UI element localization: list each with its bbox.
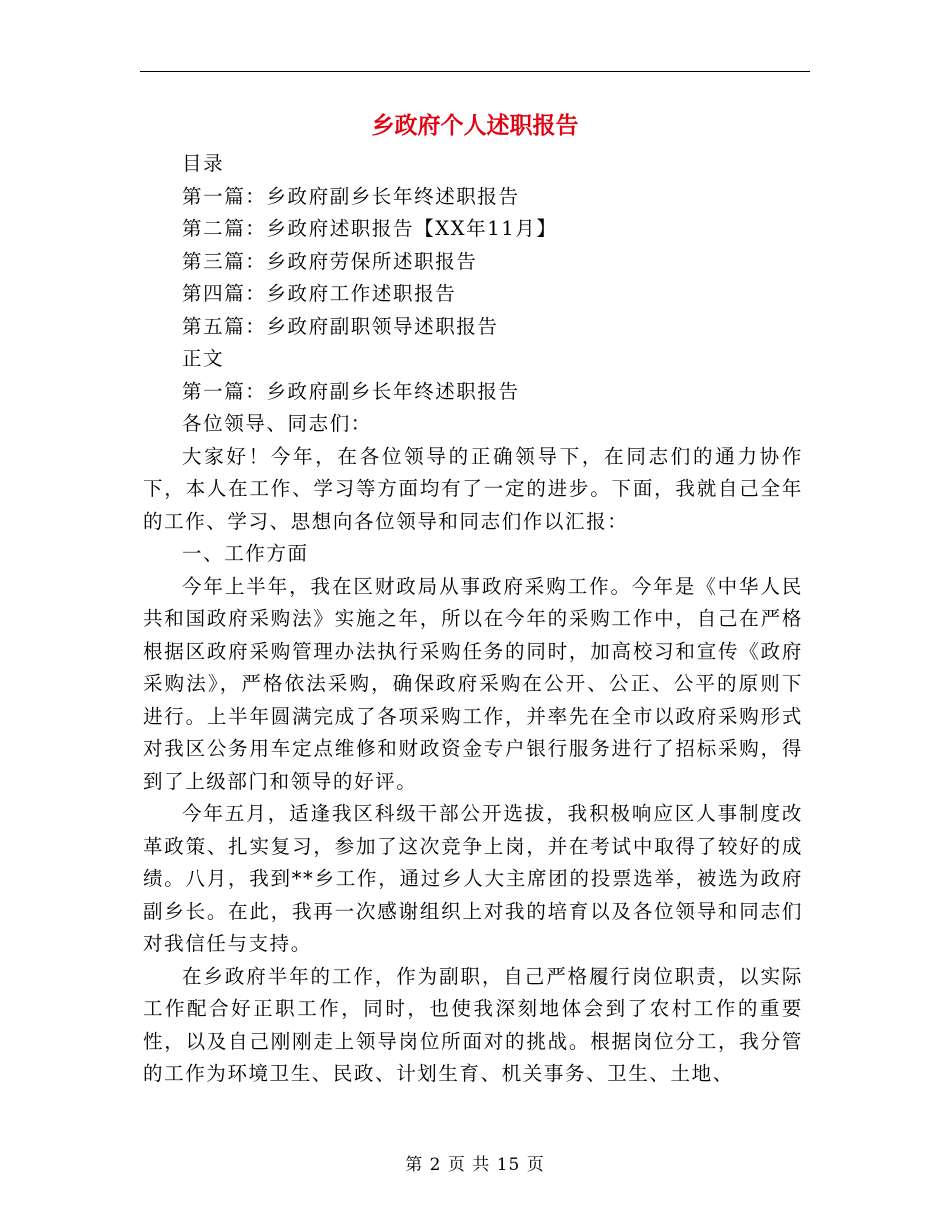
toc-item-2: 第二篇：乡政府述职报告【XX年11月】 <box>182 217 558 240</box>
toc-item-5: 第五篇：乡政府副职领导述职报告 <box>182 314 499 338</box>
document-title: 乡政府个人述职报告 <box>371 112 579 139</box>
body-heading: 正文 <box>182 347 225 370</box>
salutation: 各位领导、同志们： <box>182 412 372 435</box>
toc-item-1: 第一篇：乡政府副乡长年终述职报告 <box>182 184 520 208</box>
toc-heading: 目录 <box>182 152 225 175</box>
document-body <box>143 148 803 1091</box>
body-paragraph: 今年上半年，我在区财政局从事政府采购工作。今年是《中华人民共和国政府采购法》实施之年，所以在今年的采购工作中，自己在严格根据区政府采购管理办法执行采购任务的同时，加高校习和宣传《政府采购法》，严格依法采购，确保政府采购在公开、公正、公平的原则下进行。上半年圆满完成了各项采购工作，并率先在全市以政府采购形式对我区公务用车定点维修和财政资金专户银行服务进行了招标采购，得到了上级部门和领导的好评。 <box>143 574 803 793</box>
header-rule <box>140 71 810 72</box>
toc-item-3: 第三篇：乡政府劳保所述职报告 <box>182 249 478 273</box>
section-heading: 第一篇：乡政府副乡长年终述职报告 <box>182 379 520 403</box>
toc-item-4: 第四篇：乡政府工作述职报告 <box>182 282 457 305</box>
subsection-heading: 一、工作方面 <box>182 542 309 565</box>
body-paragraph: 在乡政府半年的工作，作为副职，自己严格履行岗位职责，以实际工作配合好正职工作，同时，也使我深刻地体会到了农村工作的重要性，以及自己刚刚走上领导岗位所面对的挑战。根据岗位分工，我分管的工作为环境卫生、民政、计划生育、机关事务、卫生、土地、 <box>143 964 803 1085</box>
body-paragraph: 今年五月，适逢我区科级干部公开选拔，我积极响应区人事制度改革政策、扎实复习，参加了这次竞争上岗，并在考试中取得了较好的成绩。八月，我到**乡工作，通过乡人大主席团的投票选举，被选为政府副乡长。在此，我再一次感谢组织上对我的培育以及各位领导和同志们对我信任与支持。 <box>143 802 803 955</box>
body-paragraph: 大家好！今年，在各位领导的正确领导下，在同志们的通力协作下，本人在工作、学习等方面均有了一定的进步。下面，我就自己全年的工作、学习、思想向各位领导和同志们作以汇报： <box>143 444 803 533</box>
page-number: 第 2 页 共 15 页 <box>405 1155 545 1175</box>
